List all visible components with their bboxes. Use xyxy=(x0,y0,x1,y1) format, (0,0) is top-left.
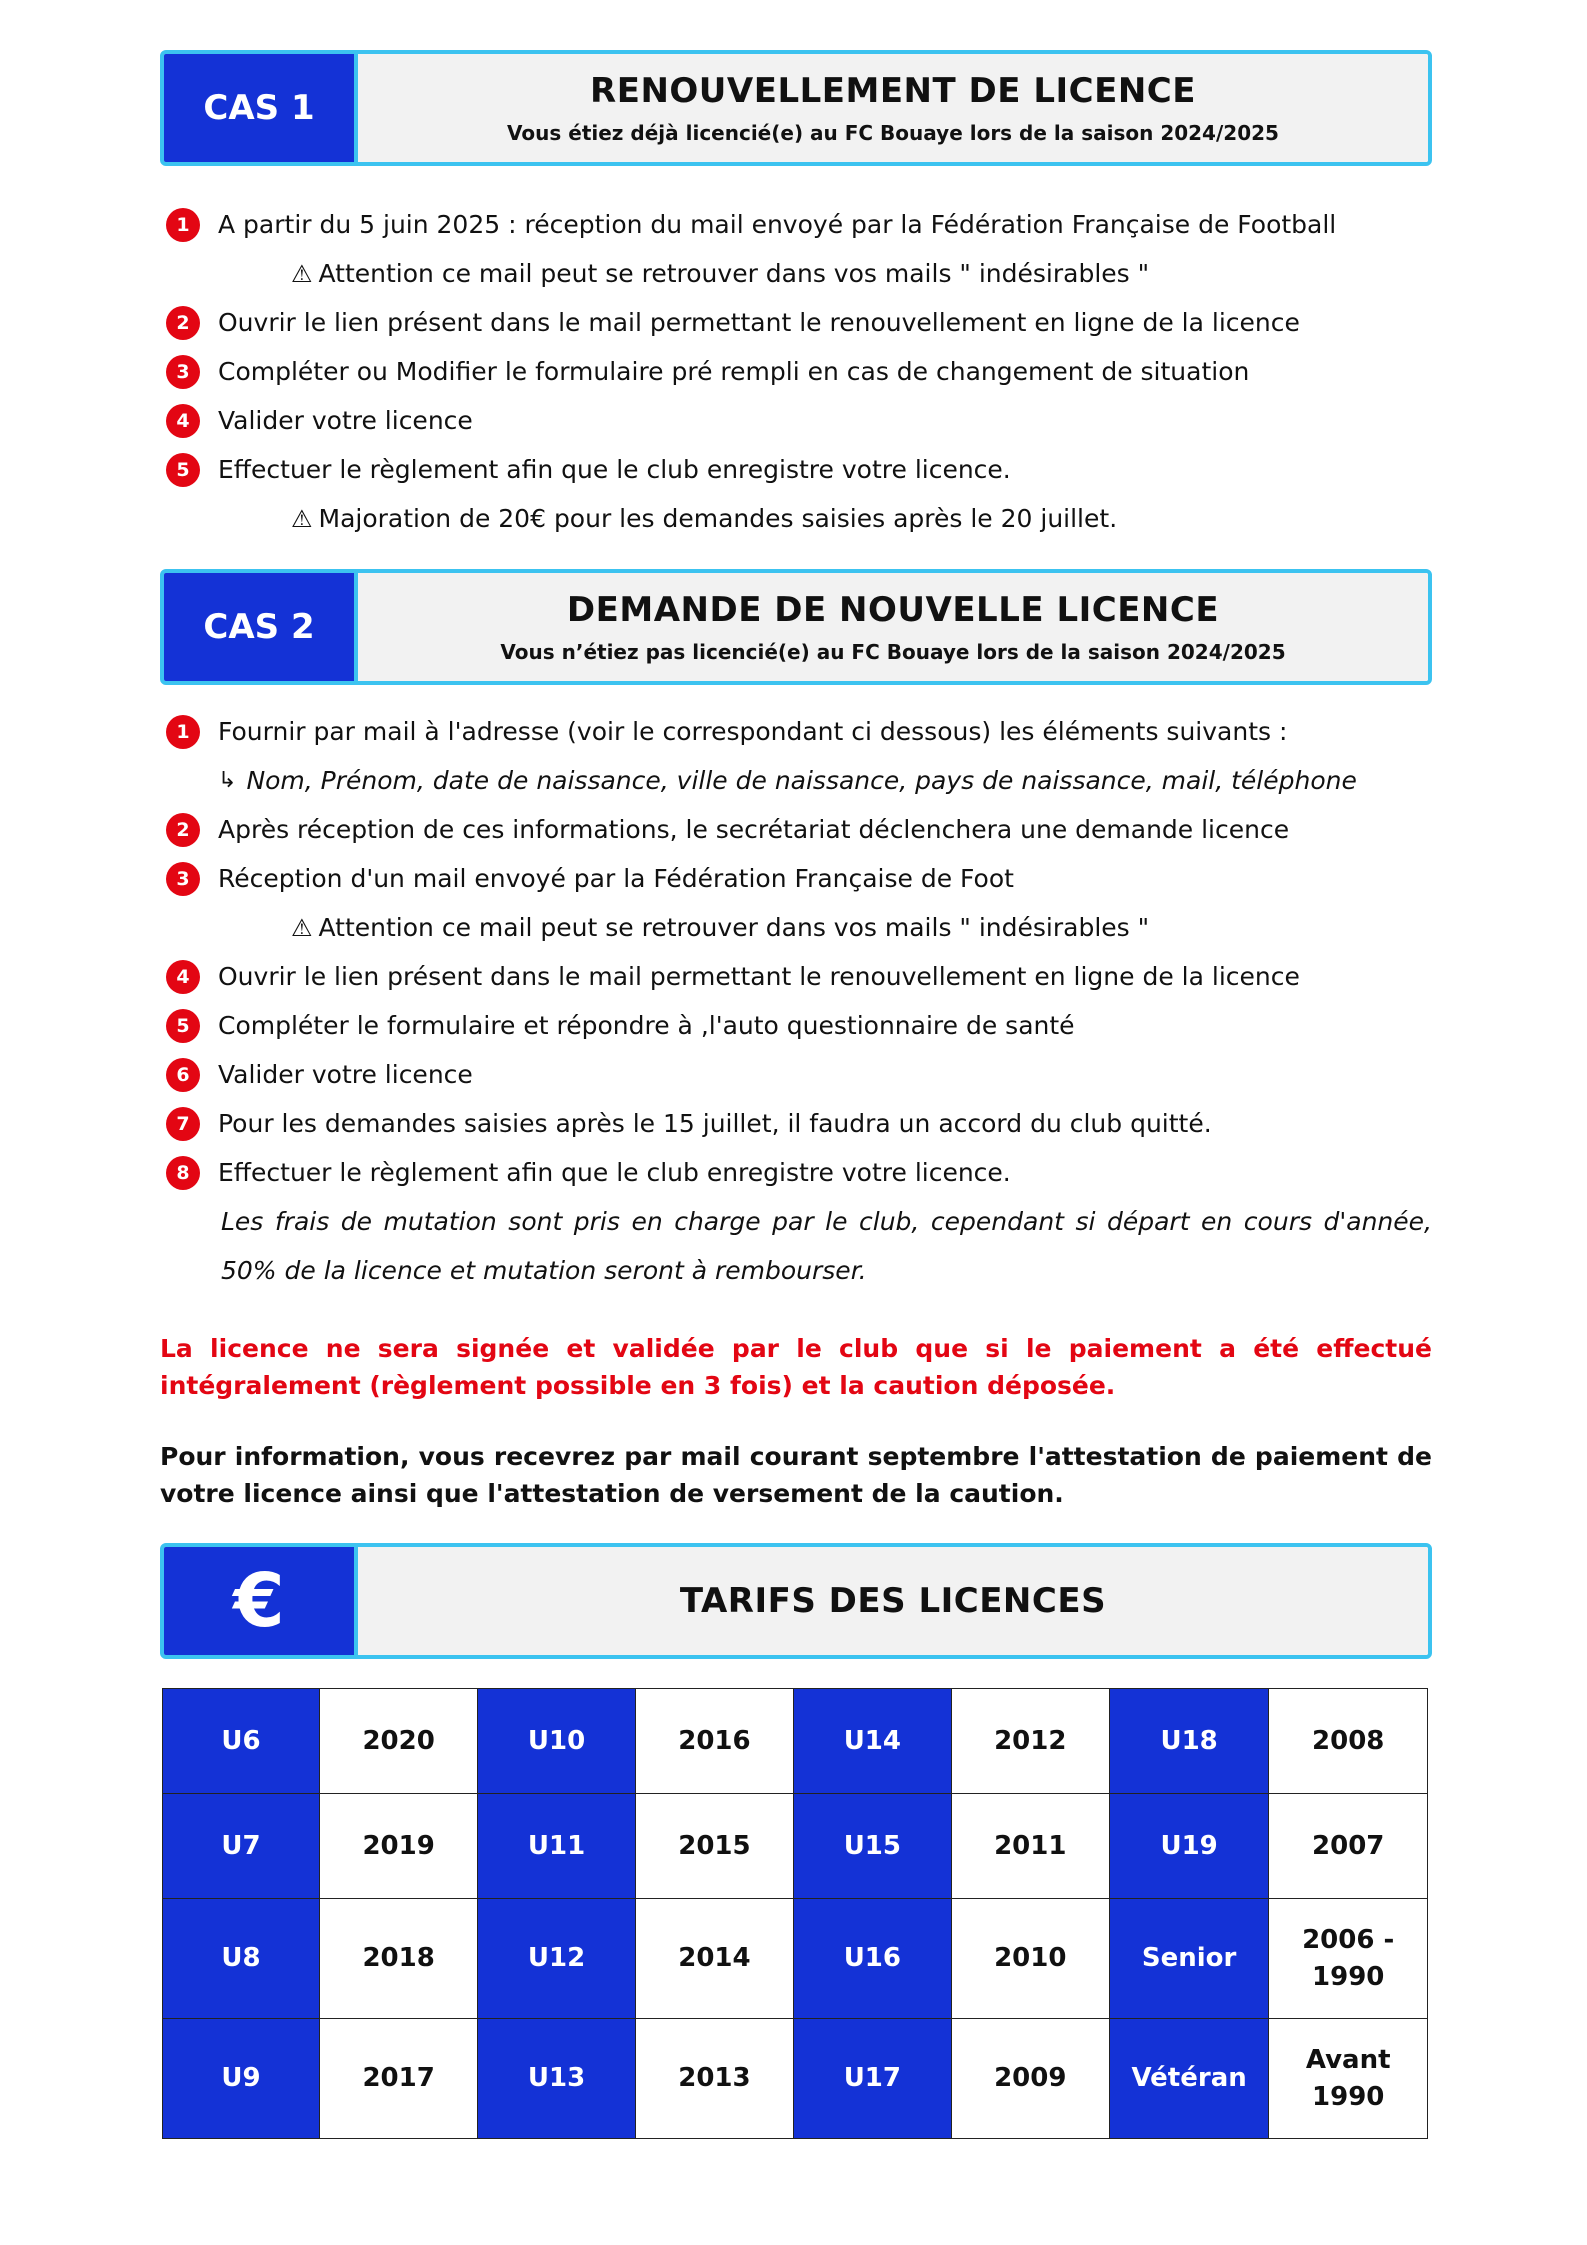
birth-year-cell: 2010 xyxy=(951,1899,1109,2019)
step-number-badge: 3 xyxy=(166,355,200,389)
category-cell: U12 xyxy=(478,1899,636,2019)
category-cell: U7 xyxy=(163,1794,320,1899)
step-number-badge: 5 xyxy=(166,453,200,487)
return-arrow-icon: ↳ xyxy=(218,768,237,793)
category-cell: U15 xyxy=(794,1794,952,1899)
tarifs-banner xyxy=(160,1543,1432,1659)
category-cell: U11 xyxy=(478,1794,636,1899)
mutation-note: Les frais de mutation sont pris en charge par le club, cependant si départ en cours d'année, 50% de la licence et mutation seront à rembourser. xyxy=(221,1207,1432,1285)
step-number-badge: 4 xyxy=(166,960,200,994)
step-row xyxy=(166,854,1432,903)
birth-year-cell: 2019 xyxy=(320,1794,478,1899)
category-cell: U14 xyxy=(794,1689,952,1794)
step-text: A partir du 5 juin 2025 : réception du mail envoyé par la Fédération Française de Football xyxy=(218,210,1337,239)
birth-year-cell: 2020 xyxy=(320,1689,478,1794)
warning-triangle-icon: ⚠ xyxy=(291,504,313,533)
step-row xyxy=(166,445,1432,494)
step-number-badge: 1 xyxy=(166,208,200,242)
warning-row xyxy=(166,903,1432,952)
birth-year-cell: 2007 xyxy=(1269,1794,1428,1899)
cas2-subtitle: Vous n’étiez pas licencié(e) au FC Bouaye lors de la saison 2024/2025 xyxy=(500,640,1286,664)
step-text: Après réception de ces informations, le secrétariat déclenchera une demande licence xyxy=(218,815,1290,844)
cas2-title: DEMANDE DE NOUVELLE LICENCE xyxy=(566,590,1220,630)
birth-year-cell: 2016 xyxy=(635,1689,793,1794)
category-cell: Vétéran xyxy=(1109,2019,1269,2139)
step-text: Pour les demandes saisies après le 15 juillet, il faudra un accord du club quitté. xyxy=(218,1109,1212,1138)
step-text: Effectuer le règlement afin que le club enregistre votre licence. xyxy=(218,455,1011,484)
step-number-badge: 5 xyxy=(166,1009,200,1043)
birth-year-cell: 2014 xyxy=(635,1899,793,2019)
tarifs-header xyxy=(358,1547,1428,1655)
required-fields-text: Nom, Prénom, date de naissance, ville de naissance, pays de naissance, mail, téléphone xyxy=(246,766,1357,795)
step-number-badge: 2 xyxy=(166,813,200,847)
birth-year-cell: 2017 xyxy=(320,2019,478,2139)
step-number-badge: 4 xyxy=(166,404,200,438)
birth-year-cell: 2015 xyxy=(635,1794,793,1899)
category-cell: U10 xyxy=(478,1689,636,1794)
warning-text: Attention ce mail peut se retrouver dans vos mails " indésirables " xyxy=(318,259,1150,288)
step-number-badge: 3 xyxy=(166,862,200,896)
tarifs-row xyxy=(163,1689,1428,1794)
step-text: Compléter ou Modifier le formulaire pré rempli en cas de changement de situation xyxy=(218,357,1250,386)
step-text: Valider votre licence xyxy=(218,406,473,435)
cas2-tag: CAS 2 xyxy=(164,573,358,681)
step-text: Effectuer le règlement afin que le club enregistre votre licence. xyxy=(218,1158,1011,1187)
warning-row xyxy=(166,249,1432,298)
warning-text: Majoration de 20€ pour les demandes saisies après le 20 juillet. xyxy=(318,504,1118,533)
step-row xyxy=(166,200,1432,249)
step-row xyxy=(166,298,1432,347)
step-row xyxy=(166,347,1432,396)
sub-item-row xyxy=(166,756,1432,805)
birth-year-cell: 2011 xyxy=(951,1794,1109,1899)
step-row xyxy=(166,1050,1432,1099)
step-text: Compléter le formulaire et répondre à ,l'auto questionnaire de santé xyxy=(218,1011,1075,1040)
tarifs-title: TARIFS DES LICENCES xyxy=(679,1581,1107,1621)
tarifs-table xyxy=(162,1688,1428,2139)
category-cell: U6 xyxy=(163,1689,320,1794)
step-row xyxy=(166,952,1432,1001)
step-row xyxy=(166,1148,1432,1197)
category-cell: U8 xyxy=(163,1899,320,2019)
cas1-subtitle: Vous étiez déjà licencié(e) au FC Bouaye lors de la saison 2024/2025 xyxy=(507,121,1279,145)
birth-year-cell: 2009 xyxy=(951,2019,1109,2139)
step-text: Valider votre licence xyxy=(218,1060,473,1089)
step-number-badge: 1 xyxy=(166,715,200,749)
step-row xyxy=(166,805,1432,854)
birth-year-cell: Avant 1990 xyxy=(1269,2019,1428,2139)
step-number-badge: 2 xyxy=(166,306,200,340)
warning-row xyxy=(166,494,1432,543)
warning-text: Attention ce mail peut se retrouver dans vos mails " indésirables " xyxy=(318,913,1150,942)
info-paragraph: Pour information, vous recevrez par mail courant septembre l'attestation de paiement de votre licence ainsi que l'attestation de versement de la caution. xyxy=(160,1442,1432,1508)
cas2-header xyxy=(358,573,1428,681)
tarifs-row xyxy=(163,1794,1428,1899)
cas1-steps xyxy=(166,200,1432,543)
tarifs-row xyxy=(163,2019,1428,2139)
step-row xyxy=(166,396,1432,445)
cas2-banner xyxy=(160,569,1432,685)
payment-warning: La licence ne sera signée et validée par le club que si le paiement a été effectué intégralement (règlement possible en 3 fois) et la caution déposée. xyxy=(160,1334,1432,1400)
category-cell: U16 xyxy=(794,1899,952,2019)
cas2-steps xyxy=(166,707,1432,1295)
warning-triangle-icon: ⚠ xyxy=(291,913,313,942)
cas1-header xyxy=(358,54,1428,162)
category-cell: U17 xyxy=(794,2019,952,2139)
step-number-badge: 8 xyxy=(166,1156,200,1190)
step-row xyxy=(166,1001,1432,1050)
step-number-badge: 6 xyxy=(166,1058,200,1092)
category-cell: U13 xyxy=(478,2019,636,2139)
birth-year-cell: 2018 xyxy=(320,1899,478,2019)
birth-year-cell: 2012 xyxy=(951,1689,1109,1794)
step-row xyxy=(166,707,1432,756)
cas1-banner xyxy=(160,50,1432,166)
step-text: Ouvrir le lien présent dans le mail permettant le renouvellement en ligne de la licence xyxy=(218,962,1300,991)
tarifs-row xyxy=(163,1899,1428,2019)
step-number-badge: 7 xyxy=(166,1107,200,1141)
warning-triangle-icon: ⚠ xyxy=(291,259,313,288)
step-text: Réception d'un mail envoyé par la Fédération Française de Foot xyxy=(218,864,1014,893)
category-cell: U18 xyxy=(1109,1689,1269,1794)
category-cell: U19 xyxy=(1109,1794,1269,1899)
category-cell: U9 xyxy=(163,2019,320,2139)
step-row xyxy=(166,1099,1432,1148)
birth-year-cell: 2006 - 1990 xyxy=(1269,1899,1428,2019)
step-text: Ouvrir le lien présent dans le mail permettant le renouvellement en ligne de la licence xyxy=(218,308,1300,337)
birth-year-cell: 2013 xyxy=(635,2019,793,2139)
cas1-title: RENOUVELLEMENT DE LICENCE xyxy=(590,71,1196,111)
step-text: Fournir par mail à l'adresse (voir le correspondant ci dessous) les éléments suivants : xyxy=(218,717,1288,746)
birth-year-cell: 2008 xyxy=(1269,1689,1428,1794)
euro-icon: € xyxy=(164,1547,358,1655)
cas1-tag: CAS 1 xyxy=(164,54,358,162)
category-cell: Senior xyxy=(1109,1899,1269,2019)
